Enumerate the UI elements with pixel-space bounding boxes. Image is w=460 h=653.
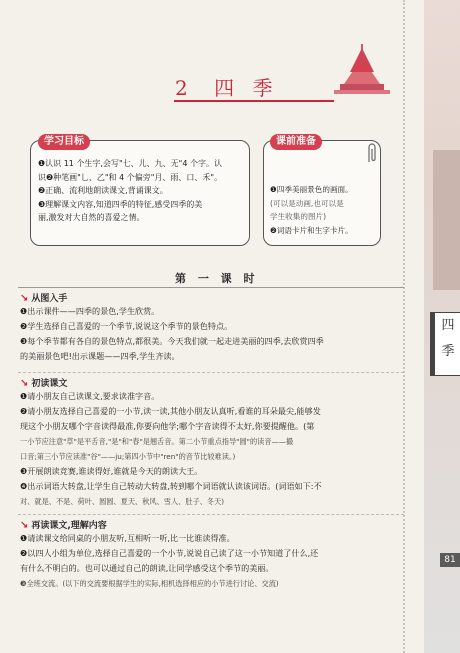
dotted-margin-line	[403, 0, 405, 653]
page-number: 81	[440, 553, 460, 567]
objective-line: 丽,激发对大自然的喜爱之情。	[38, 213, 145, 222]
objective-line: ❷正确、流利地朗读课文,背诵课文。	[38, 186, 168, 195]
title-underline	[174, 100, 334, 102]
objectives-tab: 学习目标	[38, 134, 90, 150]
arrow-mark-icon: ↘	[20, 293, 29, 304]
section-rule	[18, 287, 404, 288]
side-tab-char: 四	[441, 318, 455, 333]
step-divider	[18, 514, 404, 515]
paperclip-icon	[365, 142, 379, 164]
prep-line: 学生收集的图片)	[270, 212, 327, 221]
right-margin-accent	[433, 150, 460, 290]
prep-list	[270, 183, 376, 237]
step-body: ❶请小朋友自己读课文,要求读准字音。 ❷请小朋友选择自己喜爱的一小节,读一读,其他小朋友认真听,看谁的耳朵最尖,能够发 现这个小朋友哪个字音读得最准,你要向他学;哪个字音读得不太好,你要提醒他。(第 一小节应注意"草"是平舌音,"是"和"春"是翘舌音。第二小节重点指导"圆"的读音——撮 口音;第三小节应读准"谷"——ju;第四小节中"ren"的音节比较难读。) ❸开展朗读竞赛,谁读得好,谁就是今天的朗读大王。 ❹出示词语大转盘,让学生自己转动大转盘,转到哪个词语就认读该词语。(词语如下:不 对、就是、不是、荷叶、圆圆、夏天、秋风、雪人、肚子、冬天)	[20, 391, 322, 506]
objective-line: 识❷种笔画"乚、乙"和 4 个偏旁"月、雨、口、禾"。	[38, 172, 223, 182]
step-body: ❶请读课文给同桌的小朋友听,互相听一听,比一比谁读得准。 ❷以四人小组为单位,选择自己喜爱的一个小节,说说自己读了这一小节知道了什么,还 有什么不明白的。也可以通过自己的朗读,让同学感受这个季节的美丽。 ❸全班交流。(以下的交流要根据学生的实际,相机选择相应的小节进行讨论、交流)	[20, 533, 319, 588]
objective-line: ❸理解课文内容,知道四季的特征,感受四季的美	[38, 199, 203, 209]
step-heading: ↘ 初读课文	[20, 378, 68, 389]
lesson-number: 2	[175, 76, 194, 100]
arrow-mark-icon: ↘	[20, 520, 29, 531]
prep-line: (可以是动画,也可以是	[270, 198, 344, 208]
pagoda-illustration-icon	[330, 44, 394, 104]
lesson-title-text: 四 季	[214, 76, 279, 100]
prep-tab: 课前准备	[270, 134, 322, 150]
step-body: ❶出示课件——四季的景色,学生欣赏。 ❷学生选择自己喜爱的一个季节,说说这个季节的景色特点。 ❸每个季节都有各自的景色特点,都很美。今天我们就一起走进美丽的四季,去欣赏四季 的美丽景色吧!出示课题——四季,学生齐读。	[20, 306, 324, 361]
arrow-mark-icon: ↘	[20, 378, 29, 389]
step-divider	[18, 372, 404, 373]
objective-line: ❶认识 11 个生字,会写"七、儿、九、无"4 个字。认	[38, 159, 222, 168]
step-heading: ↘ 再读课文,理解内容	[20, 520, 107, 531]
step-heading: ↘ 从图入手	[20, 293, 68, 304]
lesson-title	[175, 72, 278, 101]
section-title: 第 一 课 时	[175, 272, 259, 285]
objectives-list	[38, 157, 244, 225]
side-tab-char: 季	[441, 344, 455, 359]
prep-line: ❷词语卡片和生字卡片。	[270, 225, 353, 235]
prep-line: ❶四季美丽景色的画面。	[270, 185, 353, 194]
side-tab	[434, 312, 460, 376]
